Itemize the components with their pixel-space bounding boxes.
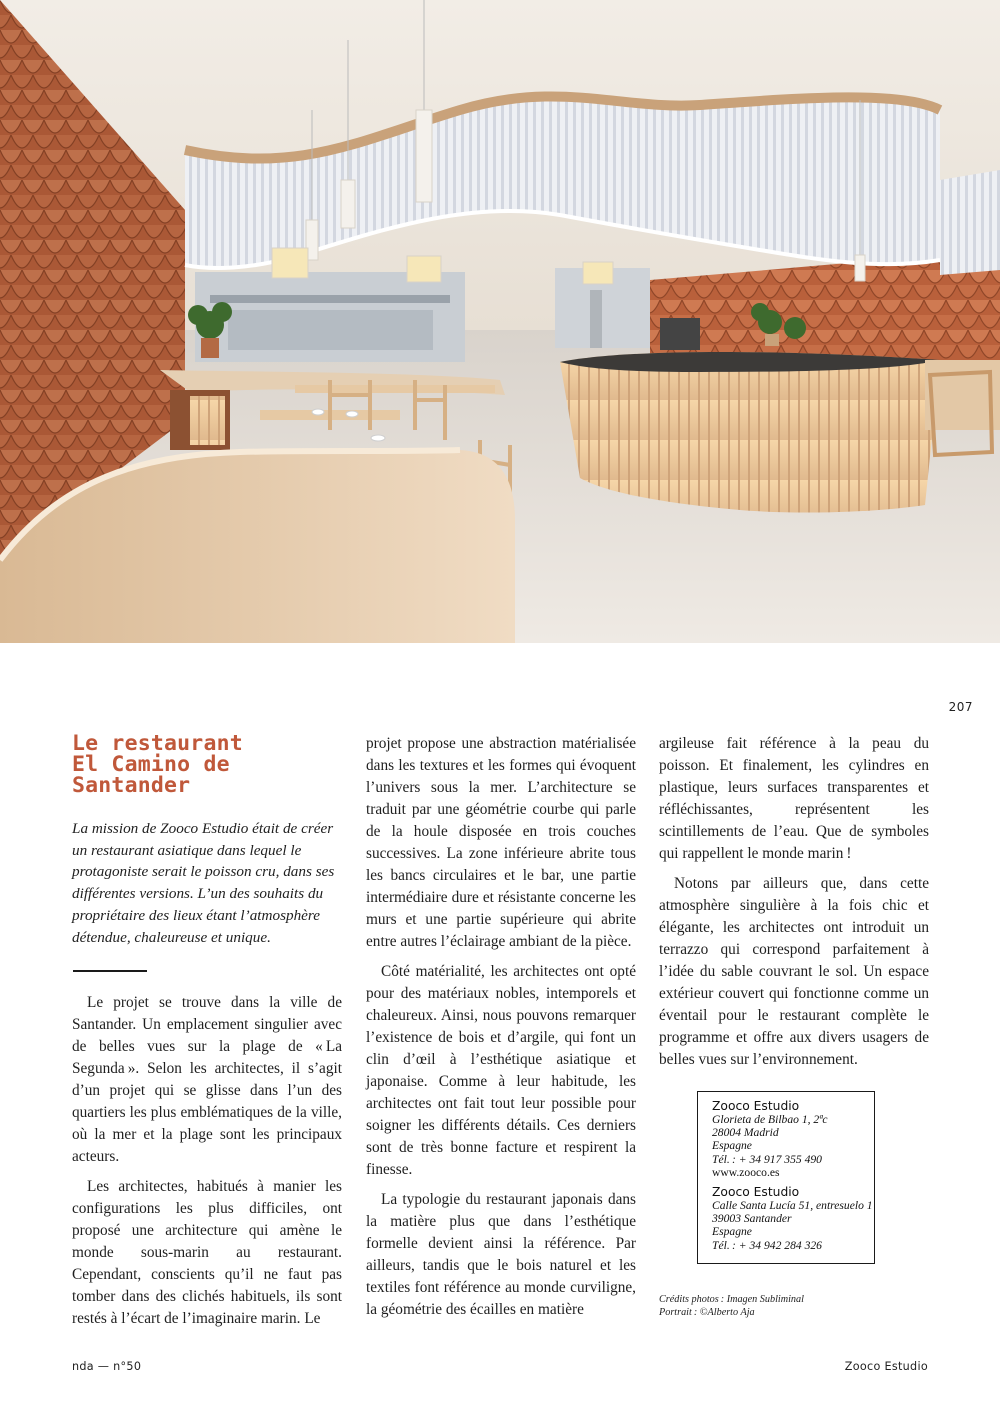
contact-box bbox=[697, 1091, 875, 1264]
office-address: Calle Santa Lucía 51, entresuelo 1 bbox=[712, 1199, 873, 1213]
office-country: Espagne bbox=[712, 1139, 752, 1153]
credit-photos: Crédits photos : Imagen Subliminal bbox=[659, 1294, 804, 1305]
title-line: El Camino de bbox=[72, 752, 230, 777]
restaurant-illustration bbox=[0, 0, 1000, 643]
page-number: 207 bbox=[948, 700, 973, 714]
body-paragraph: Le projet se trouve dans la ville de Santander. Un emplacement singulier avec de belles vues sur la plage de « La Segunda ». Selon les architectes, il s’agit d’un projet qui se glisse dans l’un des quartiers les plus emblématiques de la ville, où la mer et la plage sont les principaux acteurs. bbox=[72, 994, 342, 1166]
footer-magazine-issue: nda — n°50 bbox=[72, 1360, 142, 1373]
footer-section-name: Zooco Estudio bbox=[844, 1360, 928, 1373]
office-website[interactable]: www.zooco.es bbox=[712, 1165, 780, 1179]
body-paragraph: Les architectes, habitués à manier les configurations les plus difficiles, ont proposé une architecture qui amène le monde sous-marin au restaurant. Cependant, conscients qu’il ne faut pas tomber dans des clichés habituels, ils sont restés à l’écart de l’imaginaire marin. Le bbox=[72, 1178, 342, 1328]
column-1 bbox=[72, 733, 342, 1338]
office-address: Glorieta de Bilbao 1, 2ªc bbox=[712, 1113, 828, 1126]
office-country: Espagne bbox=[712, 1225, 752, 1239]
office-city: 39003 Santander bbox=[712, 1212, 792, 1226]
restaurant-interior-photo bbox=[0, 0, 1000, 643]
body-text-col2 bbox=[366, 733, 636, 1321]
body-paragraph: La typologie du restaurant japonais dans la matière plus que dans l’esthétique formelle devient ainsi la référence. Par ailleurs, tandis que le bois naturel et les textiles font référence au monde curviligne, la géométrie des écailles en matière bbox=[366, 1191, 636, 1318]
office-name: Zooco Estudio bbox=[712, 1099, 800, 1113]
article-title bbox=[72, 733, 342, 796]
body-paragraph: argileuse fait référence à la peau du poisson. Et finalement, les cylindres en plastique, leurs surfaces transparentes et réfléchissantes, représentent les scintillements de l’eau. Que de symboles qui rappellent le monde marin ! bbox=[659, 735, 929, 862]
body-text-col3 bbox=[659, 733, 929, 1071]
office-phone: Tél. : + 34 942 284 326 bbox=[712, 1238, 822, 1252]
section-divider bbox=[73, 970, 147, 972]
body-paragraph: Notons par ailleurs que, dans cette atmosphère singulière à la fois chic et élégante, les architectes ont introduit un terrazzo qui correspond parfaitement à l’idée du sable couvrant le sol. Un espace extérieur couvert qui fonctionne comme un éventail pour le restaurant complète le programme et offre aux divers usagers de belles vues sur l’environnement. bbox=[659, 875, 929, 1068]
credit-portrait: Portrait : ©Alberto Aja bbox=[659, 1307, 755, 1319]
title-line: Santander bbox=[72, 773, 191, 798]
photo-credits bbox=[659, 1293, 804, 1319]
column-3 bbox=[659, 733, 929, 1079]
column-2 bbox=[366, 733, 636, 1329]
office-phone: Tél. : + 34 917 355 490 bbox=[712, 1152, 822, 1166]
body-paragraph: projet propose une abstraction matérialisée dans les textures et les formes qui évoquent l’univers sous la mer. L’architecture se traduit par une géométrie courbe qui parle de la houle disposée en trois couches successives. La zone inférieure abrite tous les bancs circulaires et le bar, une partie intermédiaire dure et résistante concerne les murs et une partie supérieure qui abrite entre autres l’éclairage ambiant de la pièce. bbox=[366, 735, 636, 950]
body-paragraph: Côté matérialité, les architectes ont opté pour des matériaux nobles, intemporels et chaleureux. Ainsi, nous pouvons remarquer l’existence de bois et d’argile, qui font un clin d’œil à l’esthétique asiatique et japonaise. Comme à leur habitude, les architectes ont fait tout leur possible pour soigner les différents détails. Ces derniers sont de très bonne facture et respirent la finesse. bbox=[366, 963, 636, 1178]
office-name: Zooco Estudio bbox=[712, 1185, 800, 1200]
body-text-col1 bbox=[72, 992, 342, 1330]
title-line: Le restaurant bbox=[72, 731, 243, 756]
lead-paragraph: La mission de Zooco Estudio était de créer un restaurant asiatique dans lequel le protagoniste serait le poisson cru, dans ses différentes versions. L’un des souhaits du propriétaire des lieux étant l’atmosphère détendue, chaleureuse et unique. bbox=[72, 820, 335, 946]
office-city: 28004 Madrid bbox=[712, 1126, 779, 1140]
